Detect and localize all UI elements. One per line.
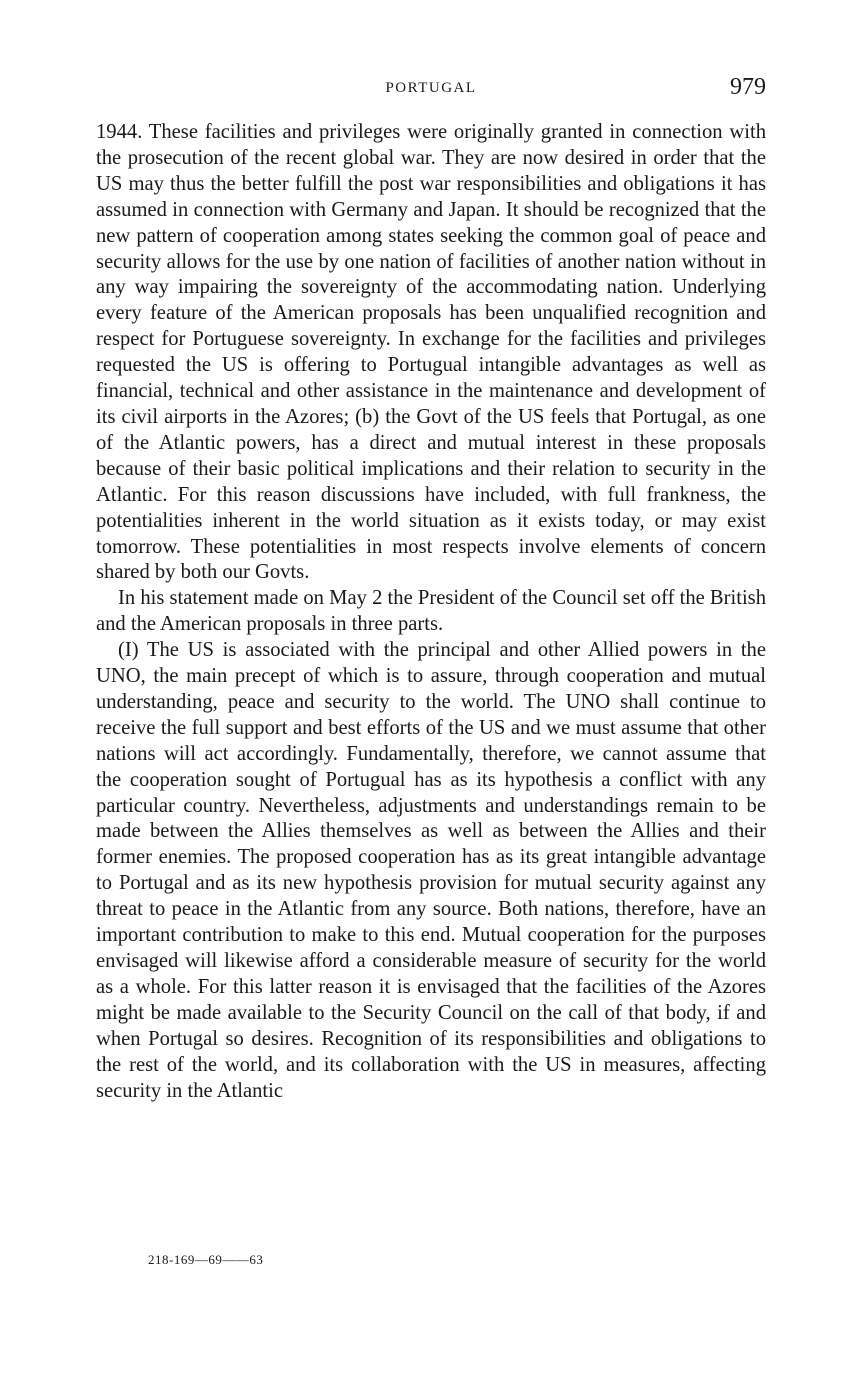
- paragraph-presidents-statement: In his statement made on May 2 the President of the Council set off the British and the American proposals in three parts.: [96, 587, 766, 636]
- paragraph-continuation: 1944. These facilities and privileges were originally granted in connection with the prosecution of the recent global war. They are now desired in order that the US may thus the better fulfill the post war responsibilities and obligations it has assumed in connection with Germany and Japan. It should be recognized that the new pattern of cooperation among states seeking the common goal of peace and security allows for the use by one nation of facilities of another nation without in any way impairing the sovereignty of the accommodating nation. Underlying every feature of the American proposals has been unqualified recognition and respect for Portuguese sovereignty. In exchange for the facilities and privileges requested the US is offering to Portugual intangible advantages as well as financial, technical and other assistance in the maintenance and development of its civil airports in the Azores; (b) the Govt of the US feels that Portugal, as one of the Atlantic powers, has a direct and mutual interest in these proposals because of their basic political implications and their relation to security in the Atlantic. For this reason discussions have included, with full frankness, the potentialities inherent in the world situation as it exists today, or may exist tomorrow. These potentialities in most respects involve elements of concern shared by both our Govts.: [96, 121, 766, 584]
- running-head: PORTUGAL: [385, 80, 477, 96]
- page-number: 979: [730, 74, 766, 100]
- printer-code-footer: 218-169—69——63: [148, 1252, 264, 1267]
- page-header: [96, 74, 766, 104]
- paragraph-part-one: (I) The US is associated with the principal and other Allied powers in the UNO, the main precept of which is to assure, through cooperation and mutual understanding, peace and security to the world. The UNO shall continue to receive the full support and best efforts of the US and we must assume that other nations will act accordingly. Fundamentally, therefore, we cannot assume that the cooperation sought of Portugual has as its hypothesis a conflict with any particular country. Nevertheless, adjustments and understandings remain to be made between the Allies themselves as well as between the Allies and their former enemies. The proposed cooperation has as its great intangible advantage to Portugal and as its new hypothesis provision for mutual security against any threat to peace in the Atlantic from any source. Both nations, therefore, have an important contribution to make to this end. Mutual cooperation for the purposes envisaged will likewise afford a considerable measure of security for the world as a whole. For this latter reason it is envisaged that the facilities of the Azores might be made available to the Security Council on the call of that body, if and when Portugal so desires. Recognition of its responsibilities and obligations to the rest of the world, and its collaboration with the US in measures, affecting security in the Atlantic: [96, 639, 766, 1102]
- body-text: [96, 120, 766, 1104]
